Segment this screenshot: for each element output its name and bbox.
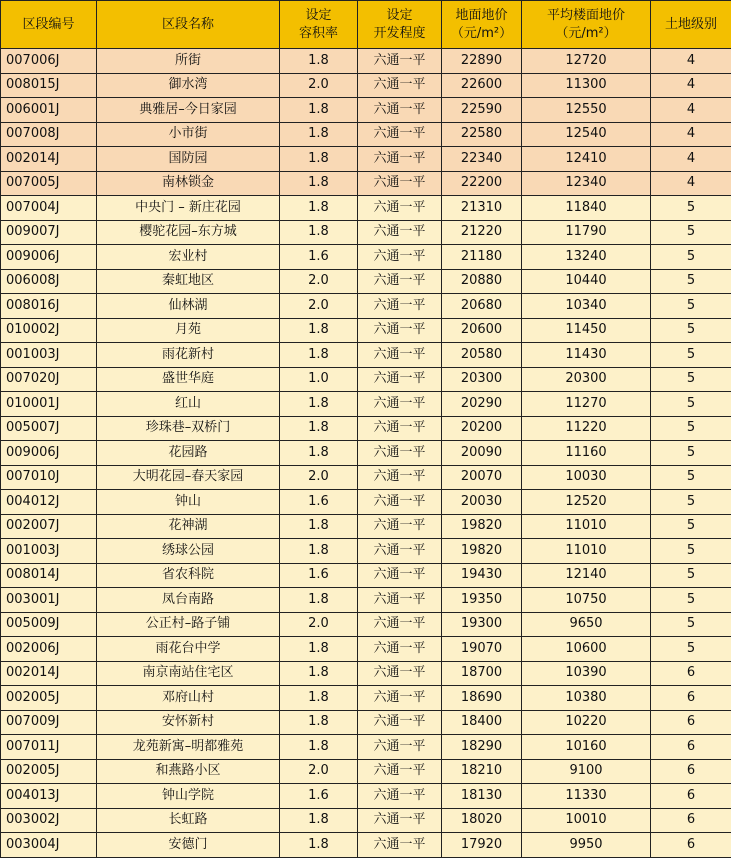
table-row (1, 784, 731, 809)
cell-level: 5 (651, 269, 731, 294)
cell-code: 007020J (1, 367, 97, 392)
cell-code: 001003J (1, 539, 97, 564)
cell-ratio: 2.0 (280, 73, 358, 98)
cell-name: 南京南站住宅区 (97, 661, 280, 686)
cell-dev: 六通一平 (358, 686, 442, 711)
cell-level: 5 (651, 637, 731, 662)
table-row (1, 49, 731, 74)
table-row (1, 392, 731, 417)
cell-dev: 六通一平 (358, 294, 442, 319)
cell-dev: 六通一平 (358, 318, 442, 343)
cell-code: 009006J (1, 245, 97, 270)
header-ratio-line1: 设定 (305, 7, 332, 23)
cell-ratio: 1.8 (280, 441, 358, 466)
cell-code: 007010J (1, 465, 97, 490)
cell-code: 010001J (1, 392, 97, 417)
cell-code: 003004J (1, 833, 97, 858)
header-code-line1: 区段编号 (22, 16, 75, 32)
cell-name: 樱驼花园–东方城 (97, 220, 280, 245)
cell-land-price: 20300 (442, 367, 522, 392)
cell-ratio: 1.8 (280, 392, 358, 417)
cell-name: 花神湖 (97, 514, 280, 539)
cell-land-price: 20090 (442, 441, 522, 466)
header-ratio (280, 1, 358, 49)
cell-ratio: 2.0 (280, 269, 358, 294)
cell-level: 5 (651, 465, 731, 490)
cell-code: 002007J (1, 514, 97, 539)
cell-ratio: 1.6 (280, 245, 358, 270)
cell-name: 仙林湖 (97, 294, 280, 319)
cell-level: 4 (651, 147, 731, 172)
cell-floor-price: 10750 (522, 588, 651, 613)
cell-land-price: 20600 (442, 318, 522, 343)
cell-land-price: 19820 (442, 539, 522, 564)
cell-code: 009006J (1, 441, 97, 466)
cell-floor-price: 11010 (522, 539, 651, 564)
cell-land-price: 22580 (442, 122, 522, 147)
cell-land-price: 22340 (442, 147, 522, 172)
cell-name: 秦虹地区 (97, 269, 280, 294)
cell-dev: 六通一平 (358, 710, 442, 735)
cell-name: 邓府山村 (97, 686, 280, 711)
cell-floor-price: 11330 (522, 784, 651, 809)
table-row (1, 245, 731, 270)
table-row (1, 686, 731, 711)
cell-ratio: 1.8 (280, 171, 358, 196)
cell-level: 5 (651, 294, 731, 319)
cell-dev: 六通一平 (358, 98, 442, 123)
cell-floor-price: 11010 (522, 514, 651, 539)
cell-level: 5 (651, 514, 731, 539)
cell-code: 004013J (1, 784, 97, 809)
cell-code: 002005J (1, 686, 97, 711)
cell-dev: 六通一平 (358, 147, 442, 172)
cell-floor-price: 10340 (522, 294, 651, 319)
cell-ratio: 1.8 (280, 147, 358, 172)
cell-land-price: 19350 (442, 588, 522, 613)
table-row (1, 294, 731, 319)
cell-level: 5 (651, 490, 731, 515)
cell-ratio: 1.8 (280, 343, 358, 368)
cell-floor-price: 12410 (522, 147, 651, 172)
cell-level: 6 (651, 833, 731, 858)
cell-ratio: 1.8 (280, 808, 358, 833)
cell-land-price: 18130 (442, 784, 522, 809)
cell-ratio: 1.6 (280, 490, 358, 515)
cell-name: 南林锁金 (97, 171, 280, 196)
header-row (1, 1, 731, 49)
cell-ratio: 1.8 (280, 637, 358, 662)
cell-level: 5 (651, 318, 731, 343)
cell-ratio: 1.8 (280, 98, 358, 123)
cell-land-price: 22200 (442, 171, 522, 196)
cell-land-price: 18290 (442, 735, 522, 760)
cell-code: 006001J (1, 98, 97, 123)
table-row (1, 416, 731, 441)
cell-name: 御水湾 (97, 73, 280, 98)
cell-ratio: 2.0 (280, 294, 358, 319)
cell-level: 6 (651, 686, 731, 711)
cell-name: 长虹路 (97, 808, 280, 833)
cell-land-price: 18400 (442, 710, 522, 735)
header-floor-price (522, 1, 651, 49)
table-row (1, 147, 731, 172)
cell-ratio: 1.8 (280, 710, 358, 735)
cell-name: 典雅居–今日家园 (97, 98, 280, 123)
cell-dev: 六通一平 (358, 490, 442, 515)
cell-ratio: 1.0 (280, 367, 358, 392)
cell-ratio: 1.8 (280, 122, 358, 147)
cell-dev: 六通一平 (358, 196, 442, 221)
cell-floor-price: 10440 (522, 269, 651, 294)
cell-code: 001003J (1, 343, 97, 368)
cell-level: 5 (651, 588, 731, 613)
cell-code: 002014J (1, 661, 97, 686)
cell-land-price: 21310 (442, 196, 522, 221)
cell-dev: 六通一平 (358, 73, 442, 98)
cell-ratio: 1.8 (280, 220, 358, 245)
cell-land-price: 18210 (442, 759, 522, 784)
cell-level: 4 (651, 98, 731, 123)
cell-land-price: 19070 (442, 637, 522, 662)
cell-code: 005007J (1, 416, 97, 441)
cell-land-price: 21180 (442, 245, 522, 270)
cell-land-price: 22590 (442, 98, 522, 123)
cell-level: 5 (651, 392, 731, 417)
cell-level: 5 (651, 539, 731, 564)
cell-dev: 六通一平 (358, 343, 442, 368)
cell-name: 国防园 (97, 147, 280, 172)
cell-floor-price: 13240 (522, 245, 651, 270)
cell-ratio: 1.8 (280, 735, 358, 760)
cell-land-price: 20680 (442, 294, 522, 319)
cell-name: 红山 (97, 392, 280, 417)
table-row (1, 122, 731, 147)
cell-dev: 六通一平 (358, 441, 442, 466)
cell-name: 钟山 (97, 490, 280, 515)
cell-floor-price: 11450 (522, 318, 651, 343)
cell-level: 4 (651, 122, 731, 147)
cell-ratio: 1.8 (280, 49, 358, 74)
cell-dev: 六通一平 (358, 367, 442, 392)
header-level (651, 1, 731, 49)
cell-dev: 六通一平 (358, 392, 442, 417)
cell-level: 5 (651, 245, 731, 270)
table-row (1, 171, 731, 196)
cell-name: 绣球公园 (97, 539, 280, 564)
cell-floor-price: 10010 (522, 808, 651, 833)
cell-name: 所街 (97, 49, 280, 74)
header-name (97, 1, 280, 49)
cell-code: 002005J (1, 759, 97, 784)
cell-ratio: 1.8 (280, 833, 358, 858)
table-row (1, 563, 731, 588)
cell-land-price: 20880 (442, 269, 522, 294)
cell-name: 龙苑新寓–明都雅苑 (97, 735, 280, 760)
cell-land-price: 18690 (442, 686, 522, 711)
cell-code: 003001J (1, 588, 97, 613)
cell-dev: 六通一平 (358, 637, 442, 662)
cell-land-price: 20030 (442, 490, 522, 515)
cell-dev: 六通一平 (358, 661, 442, 686)
cell-name: 凤台南路 (97, 588, 280, 613)
cell-floor-price: 10160 (522, 735, 651, 760)
cell-dev: 六通一平 (358, 735, 442, 760)
table-row (1, 269, 731, 294)
cell-level: 5 (651, 343, 731, 368)
cell-land-price: 22600 (442, 73, 522, 98)
cell-level: 4 (651, 49, 731, 74)
cell-level: 5 (651, 563, 731, 588)
cell-floor-price: 11840 (522, 196, 651, 221)
cell-land-price: 20200 (442, 416, 522, 441)
cell-name: 钟山学院 (97, 784, 280, 809)
cell-level: 5 (651, 416, 731, 441)
cell-code: 007008J (1, 122, 97, 147)
cell-name: 小市街 (97, 122, 280, 147)
header-land-price-line2: （元/m²） (450, 25, 513, 41)
cell-dev: 六通一平 (358, 833, 442, 858)
table-row (1, 637, 731, 662)
cell-floor-price: 11790 (522, 220, 651, 245)
cell-floor-price: 10030 (522, 465, 651, 490)
cell-level: 4 (651, 171, 731, 196)
table-row (1, 367, 731, 392)
cell-name: 月苑 (97, 318, 280, 343)
cell-dev: 六通一平 (358, 220, 442, 245)
cell-floor-price: 10600 (522, 637, 651, 662)
cell-land-price: 20070 (442, 465, 522, 490)
table-row (1, 318, 731, 343)
cell-code: 002006J (1, 637, 97, 662)
table-row (1, 759, 731, 784)
cell-dev: 六通一平 (358, 612, 442, 637)
cell-code: 004012J (1, 490, 97, 515)
cell-dev: 六通一平 (358, 563, 442, 588)
cell-ratio: 1.8 (280, 416, 358, 441)
table-body (1, 49, 731, 858)
cell-floor-price: 10380 (522, 686, 651, 711)
cell-dev: 六通一平 (358, 588, 442, 613)
cell-land-price: 18700 (442, 661, 522, 686)
cell-dev: 六通一平 (358, 122, 442, 147)
cell-level: 6 (651, 661, 731, 686)
cell-floor-price: 11270 (522, 392, 651, 417)
cell-code: 002014J (1, 147, 97, 172)
cell-name: 公正村–路子铺 (97, 612, 280, 637)
cell-ratio: 2.0 (280, 612, 358, 637)
table-row (1, 343, 731, 368)
table-row (1, 588, 731, 613)
table-row (1, 441, 731, 466)
cell-name: 和燕路小区 (97, 759, 280, 784)
table-row (1, 98, 731, 123)
cell-code: 007005J (1, 171, 97, 196)
cell-name: 花园路 (97, 441, 280, 466)
cell-floor-price: 9100 (522, 759, 651, 784)
header-dev (358, 1, 442, 49)
cell-code: 009007J (1, 220, 97, 245)
cell-code: 003002J (1, 808, 97, 833)
cell-name: 安德门 (97, 833, 280, 858)
table-row (1, 539, 731, 564)
cell-name: 省农科院 (97, 563, 280, 588)
cell-ratio: 2.0 (280, 465, 358, 490)
cell-level: 5 (651, 612, 731, 637)
cell-name: 雨花新村 (97, 343, 280, 368)
cell-floor-price: 12520 (522, 490, 651, 515)
cell-dev: 六通一平 (358, 171, 442, 196)
cell-dev: 六通一平 (358, 784, 442, 809)
cell-level: 5 (651, 196, 731, 221)
cell-floor-price: 11300 (522, 73, 651, 98)
cell-ratio: 1.8 (280, 588, 358, 613)
cell-ratio: 1.8 (280, 196, 358, 221)
cell-floor-price: 12140 (522, 563, 651, 588)
cell-floor-price: 12720 (522, 49, 651, 74)
cell-level: 6 (651, 735, 731, 760)
table-row (1, 710, 731, 735)
cell-ratio: 1.6 (280, 563, 358, 588)
cell-name: 安怀新村 (97, 710, 280, 735)
table-row (1, 661, 731, 686)
cell-floor-price: 10390 (522, 661, 651, 686)
cell-code: 010002J (1, 318, 97, 343)
cell-ratio: 1.8 (280, 686, 358, 711)
cell-dev: 六通一平 (358, 245, 442, 270)
cell-floor-price: 20300 (522, 367, 651, 392)
cell-level: 5 (651, 367, 731, 392)
cell-floor-price: 12540 (522, 122, 651, 147)
cell-floor-price: 10220 (522, 710, 651, 735)
header-name-line1: 区段名称 (161, 16, 214, 32)
cell-floor-price: 11160 (522, 441, 651, 466)
cell-land-price: 20580 (442, 343, 522, 368)
cell-level: 6 (651, 710, 731, 735)
header-land-price (442, 1, 522, 49)
cell-ratio: 1.6 (280, 784, 358, 809)
table-row (1, 612, 731, 637)
table-row (1, 833, 731, 858)
cell-land-price: 21220 (442, 220, 522, 245)
cell-dev: 六通一平 (358, 759, 442, 784)
cell-floor-price: 12550 (522, 98, 651, 123)
table-row (1, 735, 731, 760)
cell-code: 007004J (1, 196, 97, 221)
cell-ratio: 1.8 (280, 318, 358, 343)
cell-land-price: 19300 (442, 612, 522, 637)
cell-land-price: 22890 (442, 49, 522, 74)
cell-name: 宏业村 (97, 245, 280, 270)
cell-level: 5 (651, 441, 731, 466)
table-row (1, 465, 731, 490)
cell-floor-price: 9650 (522, 612, 651, 637)
cell-name: 珍珠巷–双桥门 (97, 416, 280, 441)
cell-floor-price: 12340 (522, 171, 651, 196)
cell-code: 008016J (1, 294, 97, 319)
cell-name: 盛世华庭 (97, 367, 280, 392)
cell-land-price: 17920 (442, 833, 522, 858)
header-dev-line2: 开发程度 (373, 25, 426, 41)
table-row (1, 73, 731, 98)
cell-code: 005009J (1, 612, 97, 637)
cell-land-price: 19820 (442, 514, 522, 539)
cell-code: 006008J (1, 269, 97, 294)
cell-ratio: 1.8 (280, 514, 358, 539)
cell-name: 中央门 – 新庄花园 (97, 196, 280, 221)
cell-dev: 六通一平 (358, 808, 442, 833)
header-floor-price-line1: 平均楼面地价 (546, 7, 625, 23)
cell-dev: 六通一平 (358, 539, 442, 564)
table-row (1, 808, 731, 833)
cell-ratio: 1.8 (280, 539, 358, 564)
header-code (1, 1, 97, 49)
cell-name: 大明花园–春天家园 (97, 465, 280, 490)
cell-level: 5 (651, 220, 731, 245)
cell-level: 6 (651, 759, 731, 784)
cell-land-price: 19430 (442, 563, 522, 588)
header-ratio-line2: 容积率 (298, 25, 338, 41)
header-dev-line1: 设定 (386, 7, 413, 23)
cell-land-price: 18020 (442, 808, 522, 833)
cell-ratio: 2.0 (280, 759, 358, 784)
header-level-line1: 土地级别 (664, 16, 717, 32)
cell-code: 007011J (1, 735, 97, 760)
table-row (1, 514, 731, 539)
cell-land-price: 20290 (442, 392, 522, 417)
header-floor-price-line2: （元/m²） (555, 25, 617, 41)
cell-code: 007006J (1, 49, 97, 74)
cell-dev: 六通一平 (358, 514, 442, 539)
cell-code: 007009J (1, 710, 97, 735)
cell-floor-price: 11430 (522, 343, 651, 368)
cell-floor-price: 9950 (522, 833, 651, 858)
cell-dev: 六通一平 (358, 416, 442, 441)
cell-dev: 六通一平 (358, 49, 442, 74)
cell-code: 008015J (1, 73, 97, 98)
cell-dev: 六通一平 (358, 269, 442, 294)
cell-level: 6 (651, 808, 731, 833)
table-row (1, 196, 731, 221)
table-row (1, 220, 731, 245)
cell-level: 6 (651, 784, 731, 809)
cell-level: 4 (651, 73, 731, 98)
table-row (1, 490, 731, 515)
cell-ratio: 1.8 (280, 661, 358, 686)
header-land-price-line1: 地面地价 (455, 7, 508, 23)
cell-floor-price: 11220 (522, 416, 651, 441)
cell-name: 雨花台中学 (97, 637, 280, 662)
cell-code: 008014J (1, 563, 97, 588)
cell-dev: 六通一平 (358, 465, 442, 490)
